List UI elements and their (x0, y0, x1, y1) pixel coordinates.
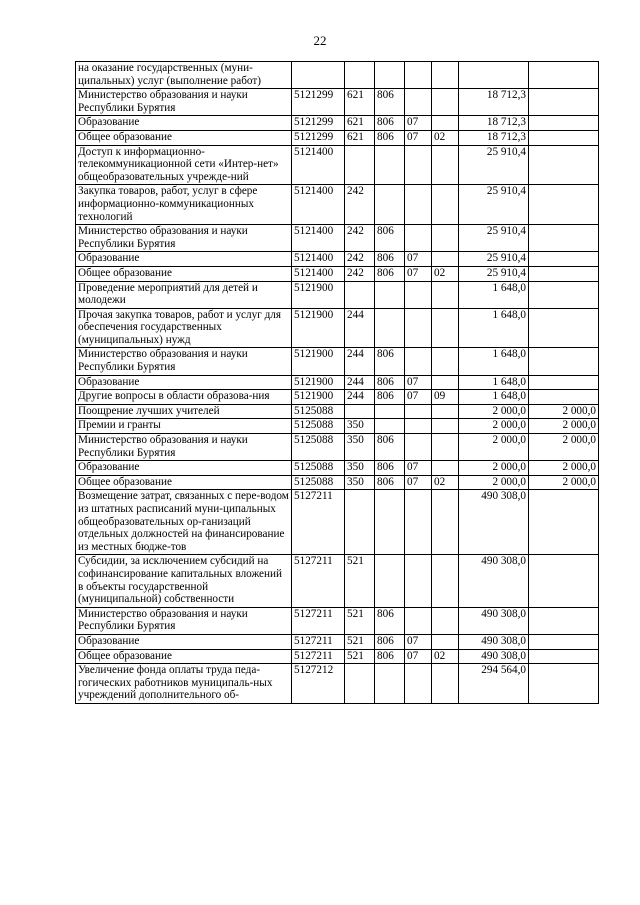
cell-amount-2 (529, 62, 599, 89)
budget-table (75, 61, 599, 704)
cell-expense-type: 242 (345, 252, 375, 267)
cell-name: Общее образование (76, 649, 292, 664)
cell-section (405, 404, 432, 419)
cell-ministry-code (375, 664, 405, 704)
cell-ministry-code (375, 62, 405, 89)
cell-expense-type: 244 (345, 308, 375, 348)
cell-ministry-code: 806 (375, 634, 405, 649)
cell-name: Образование (76, 375, 292, 390)
cell-target-code: 5125088 (292, 404, 345, 419)
cell-section (405, 62, 432, 89)
cell-name: Образование (76, 252, 292, 267)
cell-section (405, 434, 432, 461)
cell-subsection: 02 (432, 130, 459, 145)
cell-section: 07 (405, 266, 432, 281)
cell-amount-1: 2 000,0 (459, 475, 529, 490)
cell-target-code: 5127211 (292, 649, 345, 664)
table-row (76, 185, 599, 225)
table-row (76, 475, 599, 490)
cell-target-code: 5121400 (292, 145, 345, 185)
cell-subsection (432, 404, 459, 419)
cell-name: Доступ к информационно-телекоммуникационной сети «Интер-нет» общеобразовательных учрежде-ний (76, 145, 292, 185)
cell-expense-type (345, 62, 375, 89)
cell-subsection (432, 225, 459, 252)
cell-section: 07 (405, 130, 432, 145)
cell-target-code: 5127211 (292, 607, 345, 634)
cell-ministry-code (375, 281, 405, 308)
cell-target-code: 5121299 (292, 89, 345, 116)
cell-expense-type: 350 (345, 475, 375, 490)
cell-amount-1: 490 308,0 (459, 634, 529, 649)
cell-ministry-code (375, 419, 405, 434)
cell-section (405, 607, 432, 634)
cell-section: 07 (405, 649, 432, 664)
cell-target-code: 5121900 (292, 308, 345, 348)
cell-section: 07 (405, 252, 432, 267)
cell-amount-1: 1 648,0 (459, 281, 529, 308)
cell-target-code: 5121900 (292, 348, 345, 375)
cell-amount-2: 2 000,0 (529, 461, 599, 476)
cell-expense-type (345, 490, 375, 555)
table-row (76, 434, 599, 461)
cell-name: Прочая закупка товаров, работ и услуг для обеспечения государственных (муниципальных) нужд (76, 308, 292, 348)
cell-amount-1: 490 308,0 (459, 490, 529, 555)
cell-subsection (432, 308, 459, 348)
cell-expense-type (345, 664, 375, 704)
cell-section: 07 (405, 634, 432, 649)
table-row (76, 116, 599, 131)
cell-amount-2 (529, 607, 599, 634)
cell-expense-type: 521 (345, 607, 375, 634)
cell-amount-1: 490 308,0 (459, 607, 529, 634)
cell-target-code: 5127211 (292, 490, 345, 555)
cell-target-code: 5121900 (292, 281, 345, 308)
cell-amount-1: 2 000,0 (459, 404, 529, 419)
cell-subsection (432, 348, 459, 375)
cell-ministry-code: 806 (375, 390, 405, 405)
cell-subsection (432, 434, 459, 461)
cell-target-code: 5121400 (292, 185, 345, 225)
cell-amount-1: 25 910,4 (459, 145, 529, 185)
cell-amount-2 (529, 390, 599, 405)
cell-expense-type: 621 (345, 116, 375, 131)
cell-ministry-code (375, 404, 405, 419)
cell-expense-type: 242 (345, 185, 375, 225)
cell-target-code: 5121400 (292, 252, 345, 267)
cell-amount-2: 2 000,0 (529, 434, 599, 461)
cell-name: Поощрение лучших учителей (76, 404, 292, 419)
cell-subsection (432, 461, 459, 476)
cell-name: Субсидии, за исключением субсидий на софинансирование капитальных вложений в объекты государственной (муниципальной) собственности (76, 555, 292, 607)
cell-amount-1: 25 910,4 (459, 266, 529, 281)
cell-expense-type: 350 (345, 419, 375, 434)
cell-section (405, 281, 432, 308)
cell-amount-2 (529, 89, 599, 116)
cell-name: Образование (76, 634, 292, 649)
cell-expense-type: 244 (345, 375, 375, 390)
cell-name: Министерство образования и науки Республики Бурятия (76, 89, 292, 116)
cell-amount-2 (529, 252, 599, 267)
cell-amount-2 (529, 649, 599, 664)
cell-target-code: 5125088 (292, 461, 345, 476)
cell-amount-1: 1 648,0 (459, 390, 529, 405)
cell-section (405, 664, 432, 704)
cell-section: 07 (405, 461, 432, 476)
cell-amount-1: 25 910,4 (459, 252, 529, 267)
cell-subsection (432, 634, 459, 649)
cell-expense-type: 244 (345, 348, 375, 375)
cell-name: Министерство образования и науки Республики Бурятия (76, 348, 292, 375)
cell-subsection: 02 (432, 266, 459, 281)
cell-amount-1: 294 564,0 (459, 664, 529, 704)
cell-ministry-code: 806 (375, 252, 405, 267)
cell-amount-1: 490 308,0 (459, 649, 529, 664)
table-row (76, 89, 599, 116)
cell-target-code: 5125088 (292, 434, 345, 461)
cell-amount-2 (529, 145, 599, 185)
table-row (76, 281, 599, 308)
cell-amount-2 (529, 266, 599, 281)
cell-name: Проведение мероприятий для детей и молодежи (76, 281, 292, 308)
cell-amount-1: 2 000,0 (459, 419, 529, 434)
cell-amount-2 (529, 664, 599, 704)
cell-subsection (432, 555, 459, 607)
cell-subsection: 09 (432, 390, 459, 405)
cell-amount-2 (529, 185, 599, 225)
cell-amount-2 (529, 348, 599, 375)
cell-target-code: 5125088 (292, 419, 345, 434)
cell-amount-2: 2 000,0 (529, 475, 599, 490)
cell-expense-type: 350 (345, 434, 375, 461)
table-row (76, 607, 599, 634)
cell-section (405, 145, 432, 185)
cell-expense-type: 521 (345, 555, 375, 607)
cell-name: Образование (76, 116, 292, 131)
cell-ministry-code: 806 (375, 475, 405, 490)
cell-amount-1: 25 910,4 (459, 185, 529, 225)
cell-expense-type: 621 (345, 89, 375, 116)
cell-subsection (432, 116, 459, 131)
table-row (76, 375, 599, 390)
cell-target-code: 5127212 (292, 664, 345, 704)
cell-name: Общее образование (76, 266, 292, 281)
cell-subsection (432, 185, 459, 225)
table-row (76, 634, 599, 649)
cell-amount-1: 490 308,0 (459, 555, 529, 607)
cell-section: 07 (405, 116, 432, 131)
cell-amount-1: 2 000,0 (459, 434, 529, 461)
table-row (76, 308, 599, 348)
cell-expense-type: 242 (345, 225, 375, 252)
cell-target-code: 5125088 (292, 475, 345, 490)
cell-section (405, 555, 432, 607)
cell-ministry-code: 806 (375, 607, 405, 634)
cell-name: Образование (76, 461, 292, 476)
cell-ministry-code: 806 (375, 434, 405, 461)
cell-name: Общее образование (76, 130, 292, 145)
cell-expense-type (345, 281, 375, 308)
cell-subsection (432, 490, 459, 555)
cell-target-code: 5121900 (292, 390, 345, 405)
cell-expense-type: 521 (345, 649, 375, 664)
cell-target-code: 5121900 (292, 375, 345, 390)
cell-amount-2 (529, 281, 599, 308)
cell-name: Министерство образования и науки Республики Бурятия (76, 434, 292, 461)
cell-ministry-code (375, 308, 405, 348)
cell-section (405, 225, 432, 252)
cell-expense-type: 621 (345, 130, 375, 145)
cell-section (405, 348, 432, 375)
cell-name: Министерство образования и науки Республики Бурятия (76, 607, 292, 634)
table-row (76, 555, 599, 607)
cell-subsection (432, 281, 459, 308)
cell-expense-type: 350 (345, 461, 375, 476)
cell-subsection (432, 607, 459, 634)
cell-subsection (432, 62, 459, 89)
cell-expense-type: 521 (345, 634, 375, 649)
cell-amount-1: 18 712,3 (459, 130, 529, 145)
cell-name: Премии и гранты (76, 419, 292, 434)
cell-target-code (292, 62, 345, 89)
cell-name: Возмещение затрат, связанных с пере-водом из штатных расписаний муни-ципальных общеобразовательных ор-ганизаций отдельных должностей на финансирование из местных бюдже-тов (76, 490, 292, 555)
cell-ministry-code (375, 145, 405, 185)
cell-subsection: 02 (432, 475, 459, 490)
cell-amount-2: 2 000,0 (529, 404, 599, 419)
cell-subsection (432, 375, 459, 390)
cell-amount-2 (529, 130, 599, 145)
cell-amount-2 (529, 308, 599, 348)
table-row (76, 490, 599, 555)
cell-ministry-code: 806 (375, 89, 405, 116)
cell-ministry-code: 806 (375, 461, 405, 476)
cell-section (405, 89, 432, 116)
table-row (76, 130, 599, 145)
cell-ministry-code: 806 (375, 266, 405, 281)
cell-target-code: 5121299 (292, 130, 345, 145)
table-row (76, 390, 599, 405)
cell-subsection: 02 (432, 649, 459, 664)
table-body (76, 62, 599, 704)
cell-target-code: 5127211 (292, 634, 345, 649)
cell-amount-2 (529, 555, 599, 607)
cell-amount-1: 1 648,0 (459, 348, 529, 375)
cell-subsection (432, 145, 459, 185)
cell-amount-2 (529, 116, 599, 131)
cell-ministry-code (375, 555, 405, 607)
cell-amount-1: 1 648,0 (459, 375, 529, 390)
cell-ministry-code: 806 (375, 225, 405, 252)
cell-amount-1: 18 712,3 (459, 89, 529, 116)
cell-amount-1: 25 910,4 (459, 225, 529, 252)
cell-section: 07 (405, 375, 432, 390)
cell-subsection (432, 252, 459, 267)
cell-amount-1: 18 712,3 (459, 116, 529, 131)
cell-amount-1 (459, 62, 529, 89)
cell-expense-type: 242 (345, 266, 375, 281)
cell-amount-2 (529, 375, 599, 390)
cell-section (405, 185, 432, 225)
cell-section (405, 308, 432, 348)
table-row (76, 225, 599, 252)
cell-name: Другие вопросы в области образова-ния (76, 390, 292, 405)
cell-section: 07 (405, 390, 432, 405)
cell-ministry-code: 806 (375, 348, 405, 375)
cell-section (405, 490, 432, 555)
cell-ministry-code: 806 (375, 130, 405, 145)
table-row (76, 348, 599, 375)
cell-target-code: 5121400 (292, 266, 345, 281)
cell-ministry-code (375, 185, 405, 225)
table-row (76, 664, 599, 704)
cell-ministry-code: 806 (375, 375, 405, 390)
cell-name: Министерство образования и науки Республики Бурятия (76, 225, 292, 252)
table-row (76, 649, 599, 664)
table-row (76, 145, 599, 185)
table-row (76, 62, 599, 89)
cell-target-code: 5121400 (292, 225, 345, 252)
cell-target-code: 5127211 (292, 555, 345, 607)
cell-amount-2 (529, 225, 599, 252)
cell-name: на оказание государственных (муни-ципальных) услуг (выполнение работ) (76, 62, 292, 89)
cell-target-code: 5121299 (292, 116, 345, 131)
cell-ministry-code: 806 (375, 649, 405, 664)
cell-amount-1: 1 648,0 (459, 308, 529, 348)
cell-expense-type (345, 404, 375, 419)
cell-expense-type: 244 (345, 390, 375, 405)
cell-subsection (432, 89, 459, 116)
cell-section (405, 419, 432, 434)
cell-amount-2: 2 000,0 (529, 419, 599, 434)
cell-expense-type (345, 145, 375, 185)
cell-amount-2 (529, 634, 599, 649)
table-row (76, 461, 599, 476)
cell-name: Увеличение фонда оплаты труда педа-гогических работников муниципаль-ных учреждений дополнительного об- (76, 664, 292, 704)
table-row (76, 266, 599, 281)
table-row (76, 252, 599, 267)
cell-subsection (432, 419, 459, 434)
cell-ministry-code: 806 (375, 116, 405, 131)
cell-subsection (432, 664, 459, 704)
cell-name: Общее образование (76, 475, 292, 490)
table-row (76, 404, 599, 419)
table-row (76, 419, 599, 434)
cell-amount-2 (529, 490, 599, 555)
cell-section: 07 (405, 475, 432, 490)
cell-ministry-code (375, 490, 405, 555)
cell-amount-1: 2 000,0 (459, 461, 529, 476)
cell-name: Закупка товаров, работ, услуг в сфере информационно-коммуникационных технологий (76, 185, 292, 225)
page-number: 22 (313, 33, 327, 48)
